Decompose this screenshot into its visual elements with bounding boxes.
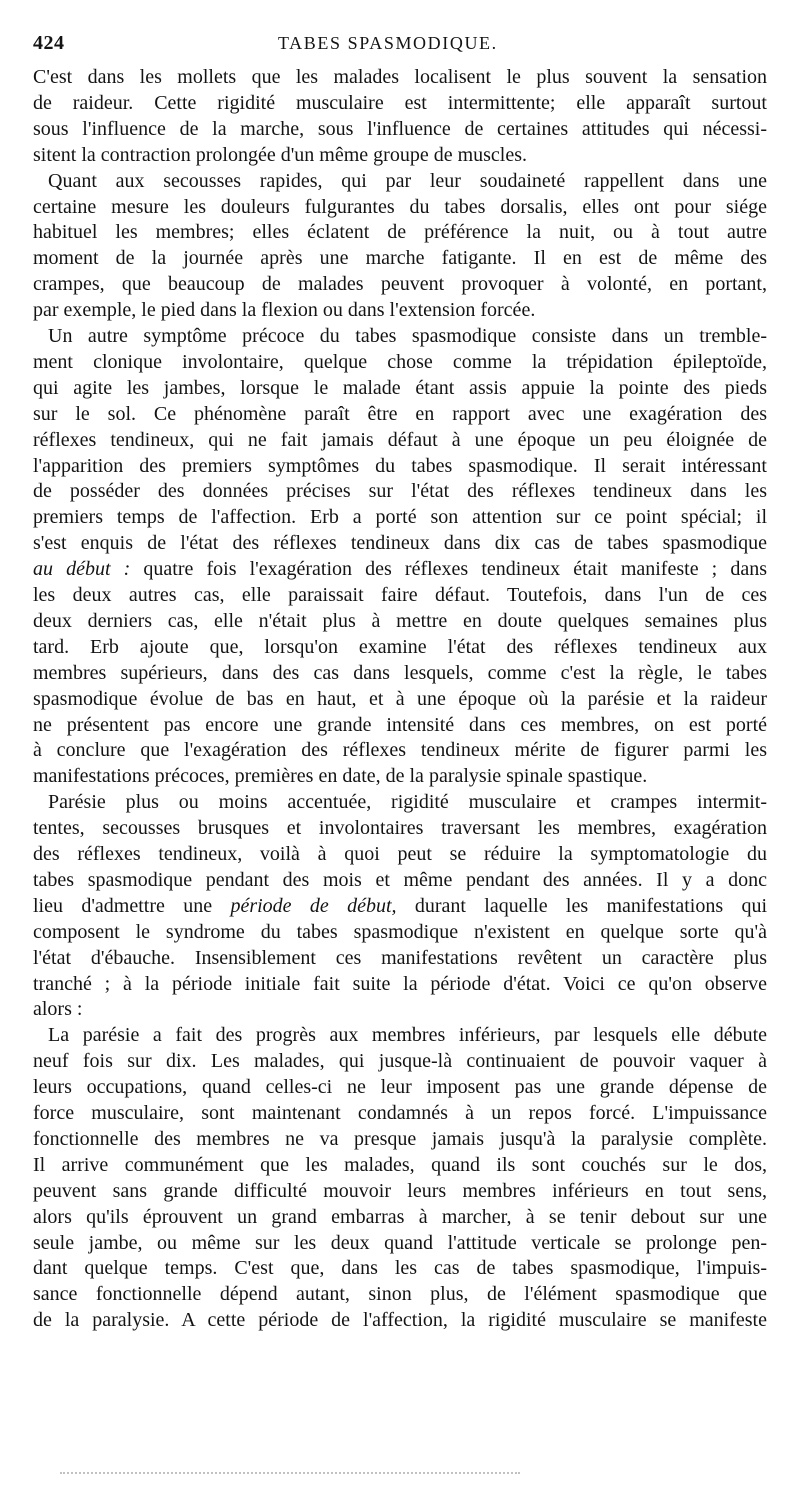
line-text: force musculaire, sont maintenant condamnés à un repos forcé. L'impuissance	[33, 1102, 767, 1124]
line-text: durant laquelle les manifestations qui	[396, 894, 767, 917]
text-line	[33, 245, 767, 271]
line-text: l'apparition des premiers symptômes du tabes spasmodique. Il serait intéressant	[33, 454, 767, 477]
line-text: réflexes tendineux, qui ne fait jamais défaut à une époque un peu éloignée de	[33, 428, 767, 451]
text-line	[33, 453, 767, 479]
running-title: TABES SPASMODIQUE.	[278, 33, 498, 53]
line-text: habituel les membres; elles éclatent de préférence la nuit, ou à tout autre	[33, 221, 767, 244]
text-line	[33, 1307, 767, 1333]
line-text: crampes, que beaucoup de malades peuvent provoquer à volonté, en portant,	[33, 273, 767, 296]
line-text: tard. Erb ajoute que, lorsqu'on examine l'état des réflexes tendineux aux	[33, 635, 767, 658]
page-header	[0, 30, 800, 60]
line-text: des réflexes tendineux, voilà à quoi peut se réduire la symptomatologie du	[33, 843, 767, 865]
text-line	[33, 712, 767, 738]
text-line	[33, 297, 767, 323]
text-line	[33, 90, 767, 116]
line-text: manifestations précoces, premières en date, de la paralysie spinale spastique.	[33, 765, 648, 788]
line-text: leurs occupations, quand celles-ci ne leur imposent pas une grande dépense de	[33, 1076, 767, 1099]
text-line	[33, 1255, 767, 1281]
text-line	[33, 142, 767, 168]
text-line	[33, 1204, 767, 1230]
line-text: seule jambe, ou même sur les deux quand l'attitude verticale se prolonge pen-	[33, 1231, 767, 1254]
text-line	[33, 1100, 767, 1126]
text-line	[33, 427, 767, 453]
line-text: de posséder des données précises sur l'état des réflexes tendineux dans les	[33, 480, 767, 503]
line-text: deux derniers cas, elle n'était plus à mettre en doute quelques semaines plus	[33, 609, 767, 632]
text-line	[33, 375, 767, 401]
line-text: Il arrive communément que les malades, quand ils sont couchés sur le dos,	[33, 1153, 767, 1176]
line-text: C'est dans les mollets que les malades localisent le plus souvent la sensation	[33, 66, 767, 88]
line-text: sur le sol. Ce phénomène paraît être en rapport avec une exagération des	[33, 402, 767, 425]
line-text: La parésie a fait des progrès aux membres inférieurs, par lesquels elle débute	[48, 1024, 767, 1047]
text-line	[33, 893, 767, 919]
line-text: s'est enquis de l'état des réflexes tendineux dans dix cas de tabes spasmodique	[33, 532, 767, 555]
line-text: premiers temps de l'affection. Erb a porté son attention sur ce point spécial; il	[33, 506, 767, 529]
line-text: neuf fois sur dix. Les malades, qui jusque-là continuaient de pouvoir vaquer à	[33, 1050, 767, 1073]
line-text: tranché ; à la période initiale fait suite la période d'état. Voici ce qu'on observe	[33, 972, 767, 995]
line-text: quatre fois l'exagération des réflexes tendineux était manifeste ; dans	[130, 558, 767, 581]
italic-text: période de début,	[230, 894, 397, 917]
text-line	[33, 556, 767, 582]
line-text: les deux autres cas, elle paraissait faire défaut. Toutefois, dans l'un de ces	[33, 584, 767, 606]
text-line	[33, 1152, 767, 1178]
line-text: composent le syndrome du tabes spasmodique n'existent en quelque sorte qu'à	[33, 920, 767, 943]
text-line	[33, 1074, 767, 1100]
line-text: moment de la journée après une marche fatigante. Il en est de même des	[33, 247, 767, 270]
text-line	[33, 634, 767, 660]
text-line	[33, 815, 767, 841]
text-line	[33, 867, 767, 893]
text-line	[33, 1178, 767, 1204]
text-line	[33, 64, 767, 90]
text-line	[48, 789, 767, 815]
text-line	[33, 945, 767, 971]
line-text: lieu d'admettre une	[33, 894, 231, 917]
text-line	[33, 686, 767, 712]
text-line	[33, 1230, 767, 1256]
text-line	[33, 582, 767, 608]
line-text: fonctionnelle des membres ne va presque jamais jusqu'à la paralysie complète.	[33, 1127, 767, 1150]
text-line	[33, 194, 767, 220]
line-text: de la paralysie. A cette période de l'affection, la rigidité musculaire se manifeste	[33, 1309, 767, 1332]
text-line	[33, 919, 767, 945]
text-line	[33, 271, 767, 297]
line-text: sitent la contraction prolongée d'un même groupe de muscles.	[33, 143, 528, 166]
line-text: dant quelque temps. C'est que, dans les cas de tabes spasmodique, l'impuis-	[33, 1257, 767, 1280]
line-text: ment clonique involontaire, quelque chose comme la trépidation épileptoïde,	[33, 350, 767, 373]
line-text: alors qu'ils éprouvent un grand embarras à marcher, à se tenir debout sur une	[33, 1205, 767, 1228]
line-text: à conclure que l'exagération des réflexes tendineux mérite de figurer parmi les	[33, 739, 767, 762]
text-line	[33, 504, 767, 530]
line-text: qui agite les jambes, lorsque le malade étant assis appuie la pointe des pieds	[33, 376, 767, 399]
text-line	[48, 323, 767, 349]
line-text: spasmodique évolue de bas en haut, et à une époque où la parésie et la raideur	[33, 687, 767, 710]
text-line	[33, 737, 767, 763]
line-text: sous l'influence de la marche, sous l'influence de certaines attitudes qui nécessi-	[33, 117, 767, 140]
page-number: 424	[33, 32, 65, 54]
text-line	[33, 841, 767, 867]
text-line	[33, 478, 767, 504]
text-line	[33, 530, 767, 556]
line-text: de raideur. Cette rigidité musculaire est intermittente; elle apparaît surtout	[33, 91, 767, 114]
text-line	[33, 608, 767, 634]
text-line	[33, 971, 767, 997]
text-line	[33, 116, 767, 142]
line-text: sance fonctionnelle dépend autant, sinon plus, de l'élément spasmodique que	[33, 1283, 767, 1306]
line-text: membres supérieurs, dans des cas dans lesquels, comme c'est la règle, le tabes	[33, 661, 767, 684]
footer-rule	[60, 1472, 520, 1476]
line-text: Quant aux secousses rapides, qui par leur soudaineté rappellent dans une	[48, 169, 767, 192]
text-line	[33, 1126, 767, 1152]
line-text: l'état d'ébauche. Insensiblement ces manifestations revêtent un caractère plus	[33, 946, 767, 969]
text-line	[33, 996, 767, 1022]
line-text: ne présentent pas encore une grande intensité dans ces membres, on est porté	[33, 713, 767, 736]
text-line	[48, 1022, 767, 1048]
text-line	[33, 763, 767, 789]
line-text: peuvent sans grande difficulté mouvoir leurs membres inférieurs en tout sens,	[33, 1179, 767, 1202]
text-line	[48, 168, 767, 194]
line-text: tabes spasmodique pendant des mois et même pendant des années. Il y a donc	[33, 868, 767, 891]
text-line	[33, 1048, 767, 1074]
text-line	[33, 660, 767, 686]
line-text: certaine mesure les douleurs fulgurantes du tabes dorsalis, elles ont pour siége	[33, 195, 767, 218]
line-text: Parésie plus ou moins accentuée, rigidité musculaire et crampes intermit-	[48, 791, 767, 814]
line-text: par exemple, le pied dans la flexion ou dans l'extension forcée.	[33, 299, 536, 322]
italic-text: au début :	[33, 558, 131, 581]
text-line	[33, 1281, 767, 1307]
line-text: Un autre symptôme précoce du tabes spasmodique consiste dans un tremble-	[48, 325, 767, 347]
text-line	[33, 401, 767, 427]
line-text: alors :	[33, 998, 83, 1021]
text-line	[33, 219, 767, 245]
line-text: tentes, secousses brusques et involontaires traversant les membres, exagération	[33, 817, 767, 840]
text-line	[33, 349, 767, 375]
